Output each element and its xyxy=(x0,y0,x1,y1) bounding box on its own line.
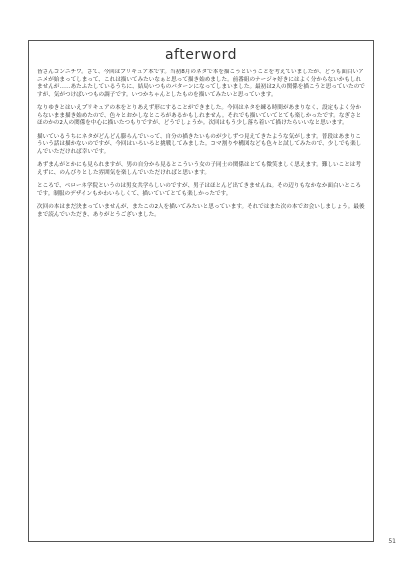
paragraph: ところで、ベローネ学院というのは男女共学らしいのですが、男子はほとんど出てきませんね。その辺りもなかなか面白いところです。制服のデザインもかわいらしくて、描いていてとても楽しかったです。 xyxy=(37,183,361,197)
paragraph: 皆さんコンニチワ。さて、今回はプリキュア本です。当初8月のネタで本を描こうということを考えていましたが、どうも面白いアニメが始まってしまって、これは描いてみたいなぁと思って描き始めました。前番組のナージャ好きにはよく分からないかもしれませんが……あたふたしているうちに、結局いつものパターンになってしまいました。最初は2人の関係を描こうと思っていたのですが、気がつけばいつもの調子です。いつかちゃんとしたものを描いてみたいと思っています。 xyxy=(37,69,365,98)
afterword-body xyxy=(37,69,365,535)
page-number: 51 xyxy=(388,538,396,545)
page-title: afterword xyxy=(164,47,238,63)
paragraph: 描いているうちにネタがどんどん膨らんでいって、自分の描きたいものが少しずつ見えてきたような気がします。普段はあまりこういう話は描かないのですが、今回はいろいろと挑戦してみました。コマ割りや構図なども色々と試してみたので、少しでも楽しんでいただければ幸いです。 xyxy=(37,133,362,155)
page-frame xyxy=(28,40,374,542)
paragraph: なりゆきとはいえプリキュアの本をとりあえず形にすることができました。今回はネタを練る時間があまりなく、設定もよく分からないまま描き始めたので、色々とおかしなところがあるかもしれません。それでも描いていてとても楽しかったです。なぎさとほのかの2人の関係を中心に描いたつもりですが、どうでしょうか。次回はもう少し落ち着いて描けたらいいなと思います。 xyxy=(37,105,362,126)
paragraph: 次回の本はまだ決まっていませんが、またこの2人を描いてみたいと思っています。それではまた次の本でお会いしましょう。最後まで読んでいただき、ありがとうございました。 xyxy=(37,204,365,218)
paragraph: あずまんがとかにも見られますが、男の自分から見るとこういう女の子同士の関係はとても微笑ましく思えます。難しいことは考えずに、のんびりとした雰囲気を楽しんでいただければと思います。 xyxy=(37,162,361,176)
